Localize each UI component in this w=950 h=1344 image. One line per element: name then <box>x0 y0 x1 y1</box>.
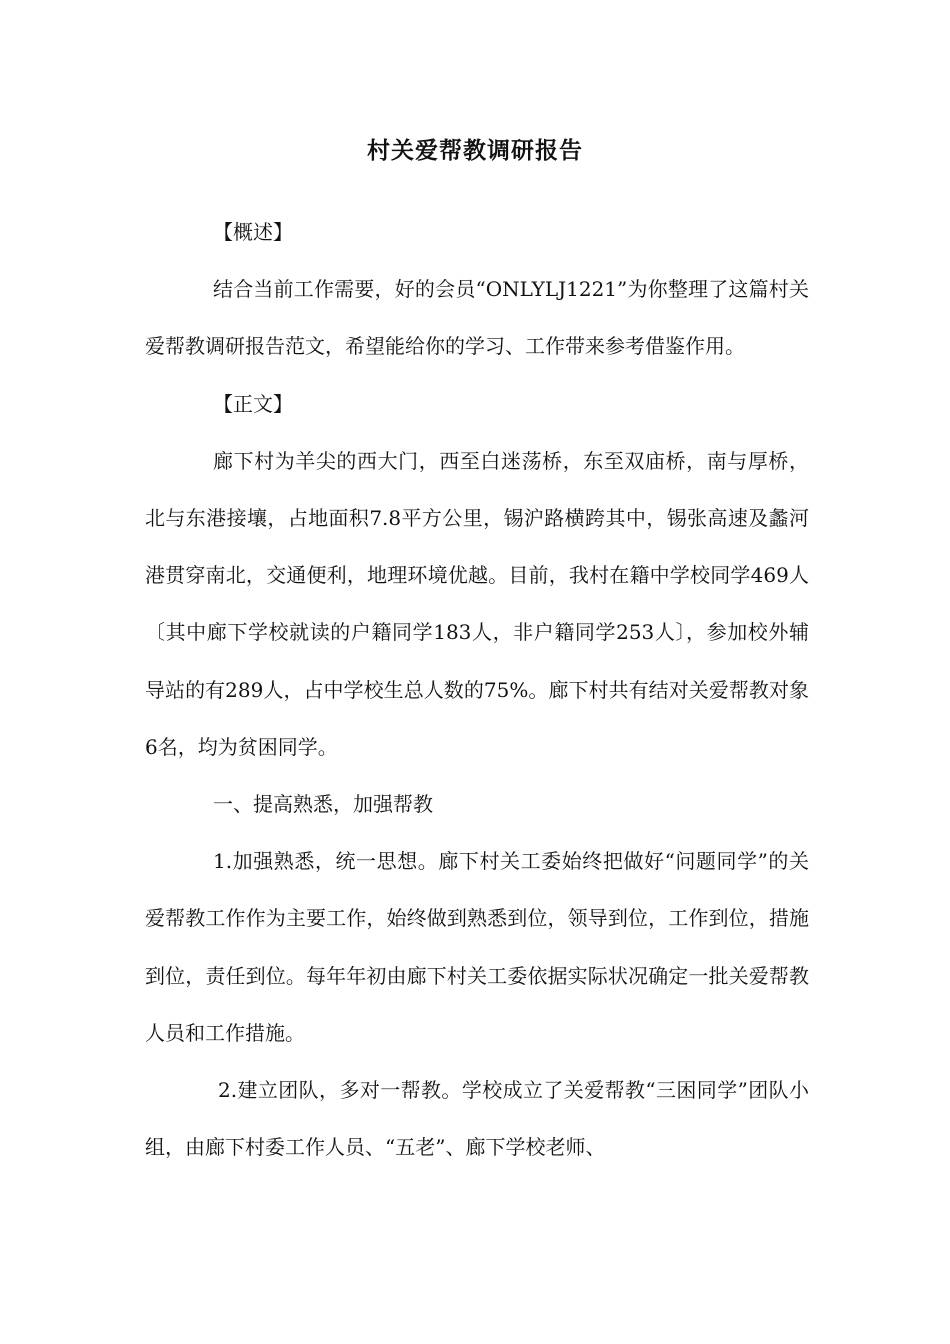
subheading-one: 一、提高熟悉，加强帮教 <box>213 792 433 817</box>
document-body <box>145 204 809 1176</box>
section-heading-overview: 【概述】 <box>213 220 293 244</box>
section-heading-main-text: 【正文】 <box>213 391 293 416</box>
point-one-paragraph: 1.加强熟悉，统一思想。廊下村关工委始终把做好“问题同学”的关爱帮教工作作为主要工作，始终做到熟悉到位，领导到位，工作到位，措施到位，责任到位。每年年初由廊下村关工委依据实际状况确定一批关爱帮教人员和工作措施。 <box>145 849 809 1045</box>
document-title: 村关爱帮教调研报告 <box>367 137 583 164</box>
intro-paragraph: 结合当前工作需要，好的会员“ONLYLJ1221”为你整理了这篇村关爱帮教调研报告范文，希望能给你的学习、工作带来参考借鉴作用。 <box>145 277 809 359</box>
point-two-paragraph: 2.建立团队，多对一帮教。学校成立了关爱帮教“三困同学”团队小组，由廊下村委工作人员、“五老”、廊下学校老师、 <box>145 1078 809 1160</box>
village-overview-paragraph: 廊下村为羊尖的西大门，西至白迷荡桥，东至双庙桥，南与厚桥，北与东港接壤，占地面积7.8平方公里，锡沪路横跨其中，锡张高速及蠡河港贯穿南北，交通便利，地理环境优越。目前，我村在籍中学校同学469人〔其中廊下学校就读的户籍同学183人，非户籍同学253人〕，参加校外辅导站的有289人，占中学校生总人数的75%。廊下村共有结对关爱帮教对象6名，均为贫困同学。 <box>145 448 809 759</box>
